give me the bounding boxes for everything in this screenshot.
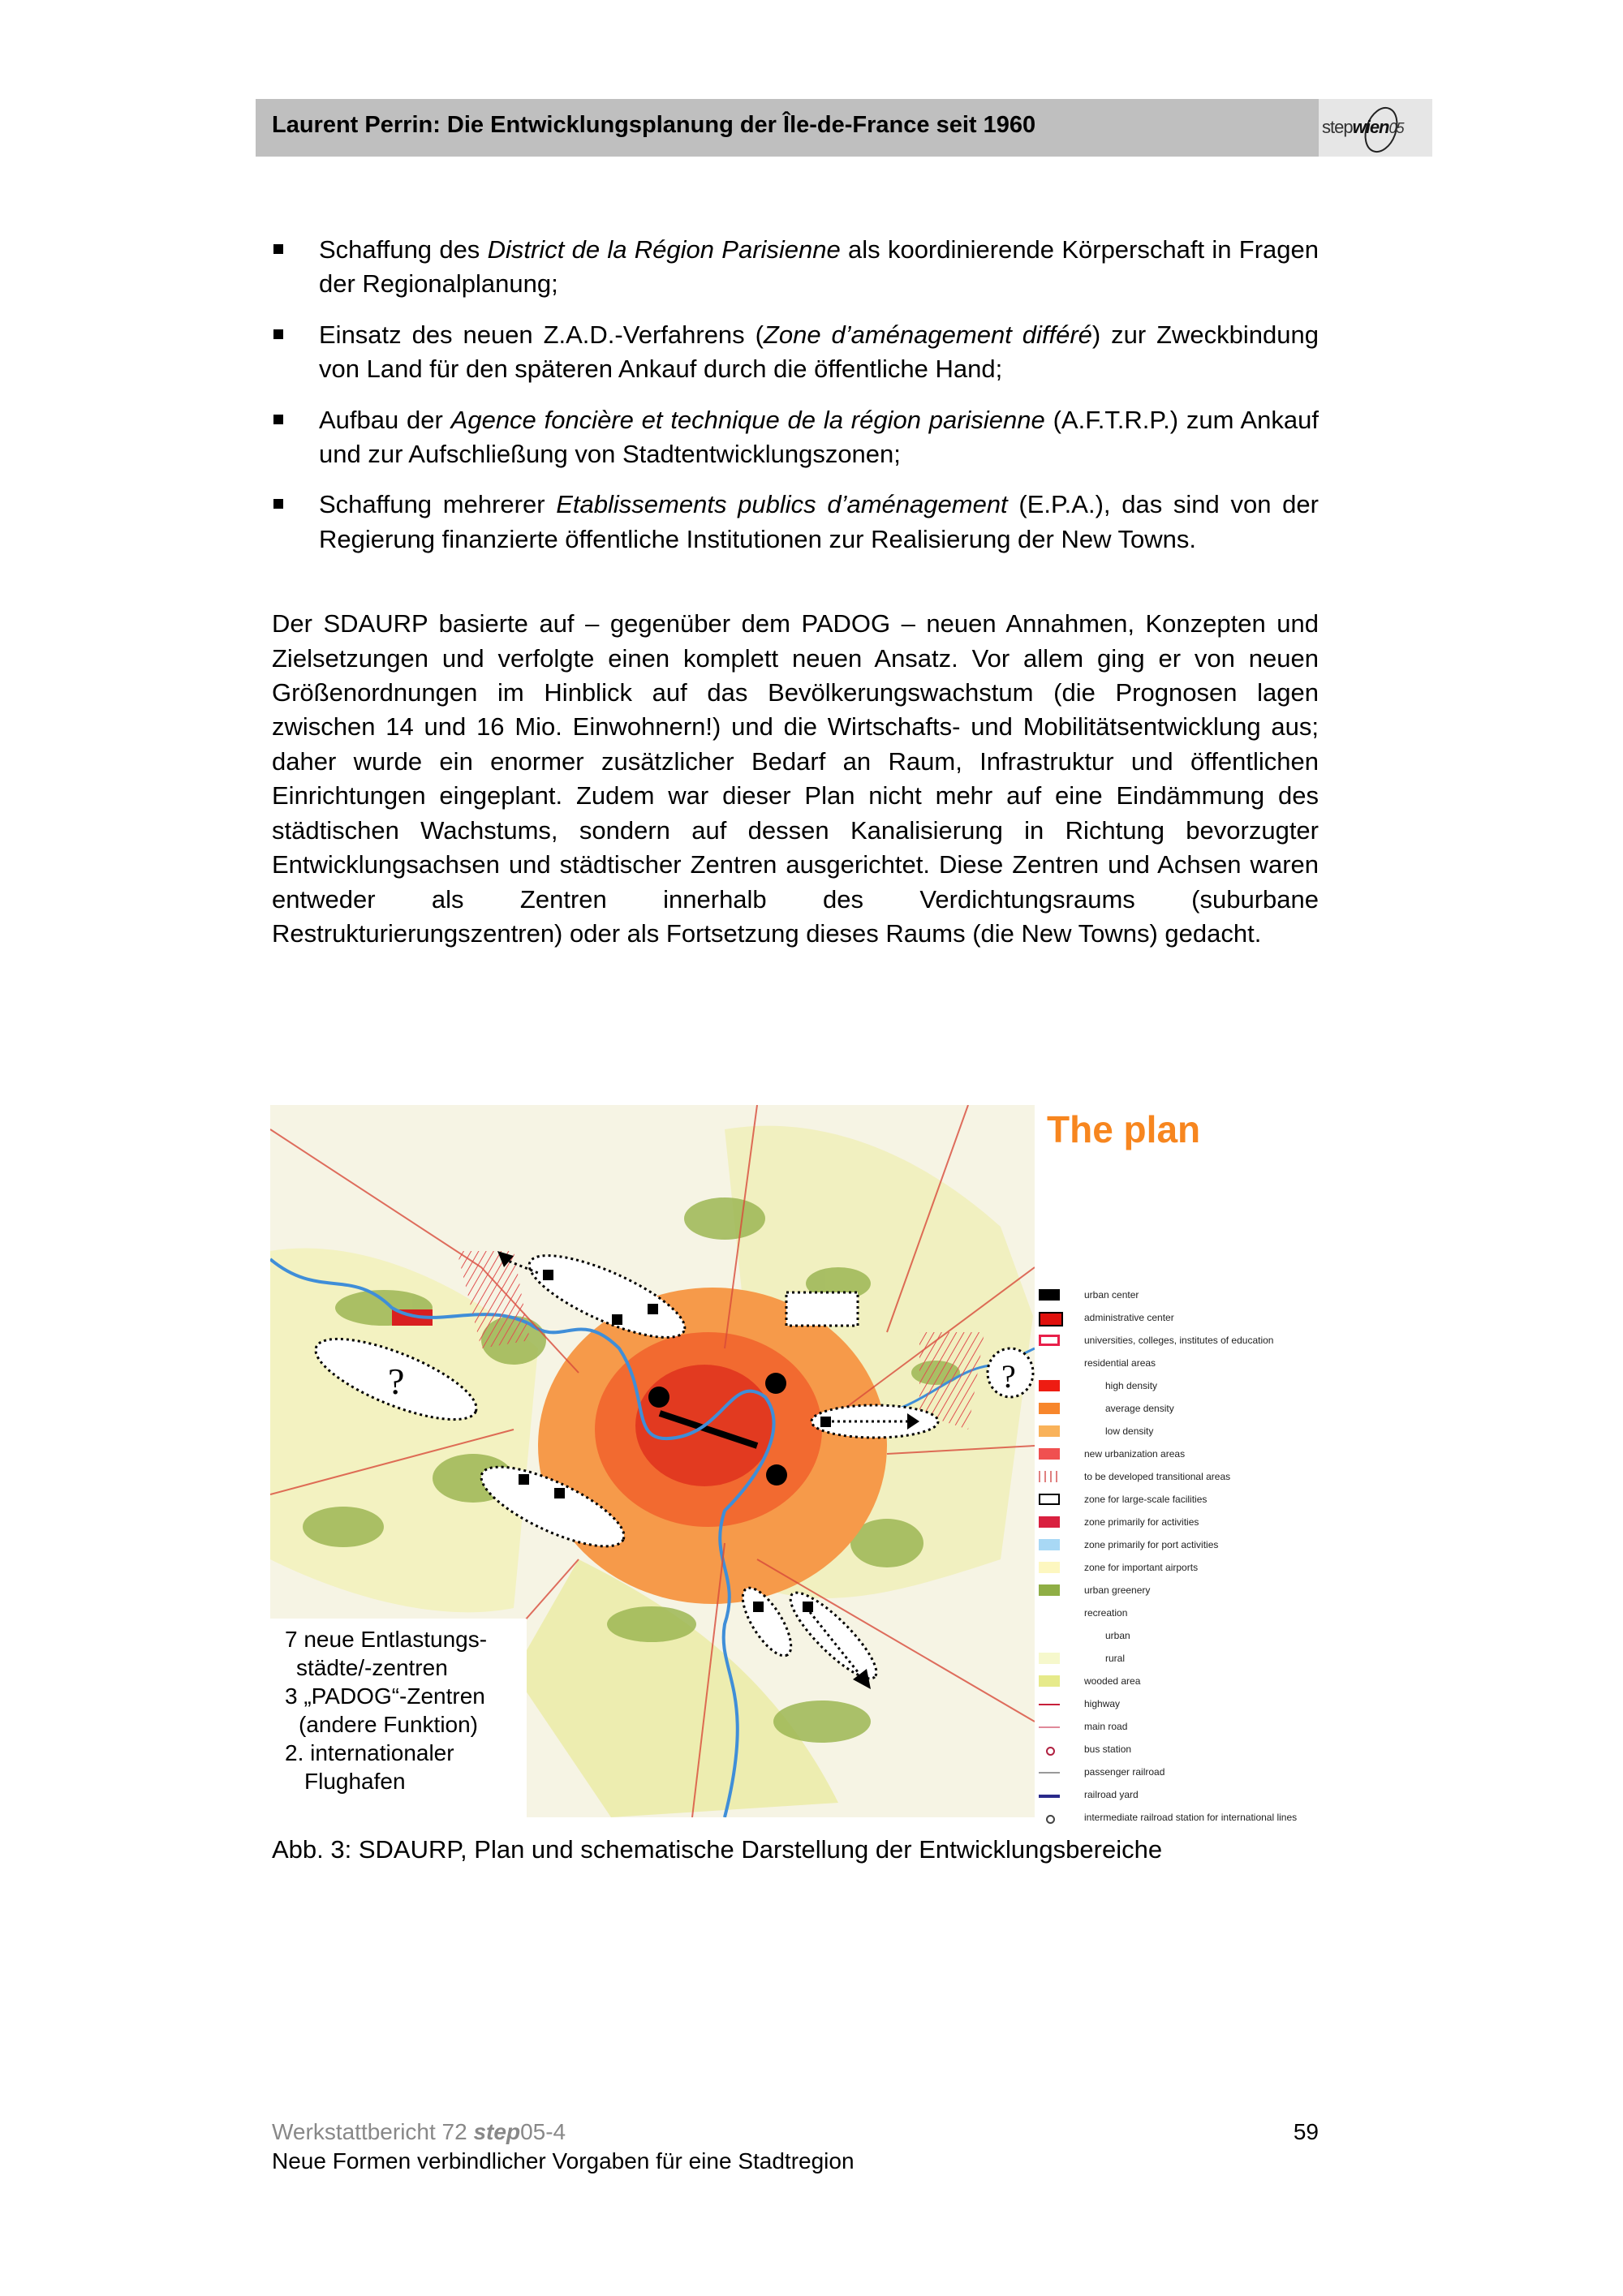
legend-swatch — [1039, 1584, 1060, 1596]
legend-swatch — [1039, 1448, 1060, 1460]
question-mark-west: ? — [388, 1361, 405, 1402]
legend-item — [1039, 1286, 1363, 1305]
legend-label: intermediate railroad station for international lines — [1084, 1812, 1298, 1823]
bullet-text: Einsatz des neuen Z.A.D.-Verfahrens ( — [319, 320, 764, 349]
bullet-item — [272, 488, 1319, 557]
legend-swatch — [1039, 1471, 1060, 1482]
legend-swatch — [1039, 1289, 1060, 1301]
overlay-line: 3 „PADOG“-Zentren — [285, 1683, 485, 1709]
bullet-square-icon — [273, 499, 283, 509]
legend-label: recreation — [1084, 1607, 1128, 1619]
bullet-text: Schaffung mehrerer — [319, 490, 557, 519]
bullet-emphasis: Etablissements publics d’aménagement — [556, 490, 1008, 519]
bullet-emphasis: District de la Région Parisienne — [487, 235, 841, 264]
legend-label: wooded area — [1084, 1675, 1141, 1687]
overlay-line: 7 neue Entlastungs- — [285, 1627, 488, 1652]
legend-item — [1039, 1331, 1363, 1351]
legend-swatch — [1039, 1726, 1060, 1728]
legend-swatch — [1039, 1494, 1060, 1505]
logo-wordmark — [1322, 117, 1404, 138]
question-mark-east: ? — [1001, 1358, 1016, 1395]
legend-item — [1039, 1672, 1363, 1692]
body-paragraph: Der SDAURP basierte auf – gegenüber dem PADOG – neuen Annahmen, Konzepten und Zielsetzungen und verfolgte einen komplett neuen Ansatz. Vor allem ging er von neuen Größenordnungen im Hinblick auf das Bevölkerungswachstum (die Prognosen lagen zwischen 14 und 16 Mio. Einwohnern!) und die Wirtschafts- und Mobilitätsentwicklung aus; daher wurde ein enormer zusätzlicher Bedarf an Raum, Infrastruktur und öffentlichen Einrichtungen eingeplant. Zudem war dieser Plan nicht mehr auf eine Eindämmung des städtischen Wachstums, sondern auf dessen Kanalisierung in Richtung bevorzugter Entwicklungsachsen und städtischer Zentren ausgerichtet. Diese Zentren und Achsen waren entweder als Zentren innerhalb des Verdichtungsraums (suburbane Restrukturierungszentren) oder als Fortsetzung dieses Raums (die New Towns) gedacht. — [272, 609, 1319, 948]
legend-item — [1039, 1422, 1363, 1442]
legend-item — [1039, 1695, 1363, 1714]
bullet-item — [272, 318, 1319, 387]
bullet-text: Schaffung des — [319, 235, 488, 264]
legend-label: new urbanization areas — [1084, 1448, 1186, 1460]
legend-label: residential areas — [1084, 1357, 1156, 1369]
figure-caption: Abb. 3: SDAURP, Plan und schematische Darstellung der Entwicklungsbereiche — [272, 1835, 1163, 1864]
overlay-line: (andere Funktion) — [299, 1712, 479, 1737]
bullet-item — [272, 233, 1319, 302]
legend-swatch — [1046, 1747, 1055, 1756]
logo-step: step — [1322, 117, 1353, 137]
legend-swatch — [1039, 1795, 1060, 1798]
bullet-text: (A.F.T.R.P.) zum Ankauf und zur Aufschließung von Stadtentwicklungszonen; — [319, 405, 1319, 469]
logo-year: 05 — [1388, 120, 1404, 136]
bullet-text: als koordinierende Körperschaft in Fragen der Regionalplanung; — [319, 235, 1319, 299]
legend-label: railroad yard — [1084, 1789, 1139, 1800]
legend-item — [1039, 1400, 1363, 1419]
legend-label: average density — [1105, 1403, 1174, 1414]
legend-item — [1039, 1377, 1363, 1396]
legend-item — [1039, 1354, 1363, 1374]
running-header — [256, 99, 1319, 157]
bullet-square-icon — [273, 244, 283, 254]
legend-label: low density — [1105, 1425, 1154, 1437]
legend-swatch — [1039, 1403, 1060, 1414]
overlay-line: städte/-zentren — [296, 1655, 448, 1680]
page-number: 59 — [1293, 2119, 1319, 2144]
legend-label: main road — [1084, 1721, 1128, 1732]
legend-item — [1039, 1718, 1363, 1737]
bullet-square-icon — [273, 415, 283, 424]
legend-item — [1039, 1445, 1363, 1464]
legend-item — [1039, 1536, 1363, 1555]
legend-item — [1039, 1490, 1363, 1510]
legend-swatch — [1039, 1380, 1060, 1391]
legend-label: passenger railroad — [1084, 1766, 1165, 1778]
bullet-text: Aufbau der — [319, 405, 451, 434]
footer-subtitle: Neue Formen verbindlicher Vorgaben für eine Stadtregion — [272, 2148, 855, 2173]
legend-label: to be developed transitional areas — [1084, 1471, 1231, 1482]
legend-item — [1039, 1581, 1363, 1601]
overlay-line: 2. internationaler — [285, 1740, 454, 1765]
legend-label: zone primarily for activities — [1084, 1516, 1199, 1528]
footer-step: step — [473, 2119, 521, 2144]
logo-wien: wien — [1352, 117, 1389, 137]
bullet-emphasis: Agence foncière et technique de la région parisienne — [450, 405, 1045, 434]
legend-item — [1039, 1604, 1363, 1623]
bullet-square-icon — [273, 329, 283, 339]
legend-label: urban greenery — [1084, 1584, 1151, 1596]
legend-swatch — [1039, 1425, 1060, 1437]
legend-item — [1039, 1740, 1363, 1760]
legend-label: high density — [1105, 1380, 1158, 1391]
legend-label: urban — [1105, 1630, 1130, 1641]
legend-swatch — [1039, 1704, 1060, 1705]
overlay-line: Flughafen — [304, 1769, 406, 1794]
legend-swatch — [1039, 1516, 1060, 1528]
bullet-list — [272, 233, 1319, 557]
bullet-text: ) zur Zweckbindung von Land für den späteren Ankauf durch die öffentliche Hand; — [319, 320, 1319, 384]
plan-title: The plan — [1047, 1108, 1201, 1150]
legend-swatch — [1046, 1815, 1055, 1824]
legend-swatch — [1039, 1335, 1060, 1346]
legend-label: rural — [1105, 1653, 1126, 1664]
legend-item — [1039, 1786, 1363, 1805]
body-text — [272, 233, 1319, 951]
bullet-emphasis: Zone d’aménagement différé — [763, 320, 1092, 349]
legend-label: zone for large-scale facilities — [1084, 1494, 1208, 1505]
legend-item — [1039, 1468, 1363, 1487]
legend-swatch — [1039, 1562, 1060, 1573]
legend-label: bus station — [1084, 1743, 1132, 1755]
legend-item — [1039, 1513, 1363, 1533]
legend-item — [1039, 1309, 1363, 1328]
footer-text: Werkstattbericht 72 — [272, 2119, 474, 2144]
legend-item — [1039, 1627, 1363, 1646]
bullet-item — [272, 403, 1319, 472]
legend-item — [1039, 1763, 1363, 1782]
legend-item — [1039, 1649, 1363, 1669]
legend-swatch — [1039, 1653, 1060, 1664]
legend-swatch — [1039, 1312, 1063, 1326]
legend-item — [1039, 1808, 1363, 1828]
bullet-text: (E.P.A.), das sind von der Regierung finanzierte öffentliche Institutionen zur Realisierung der New Towns. — [319, 490, 1319, 553]
legend-swatch — [1039, 1675, 1060, 1687]
header-title: Laurent Perrin: Die Entwicklungsplanung der Île-de-France seit 1960 — [272, 112, 1036, 138]
legend-swatch — [1039, 1772, 1060, 1774]
legend-item — [1039, 1559, 1363, 1578]
legend-label: urban center — [1084, 1289, 1139, 1301]
stepwien-logo — [1319, 99, 1432, 157]
legend-label: administrative center — [1084, 1312, 1174, 1323]
legend-label: zone primarily for port activities — [1084, 1539, 1219, 1550]
legend-swatch — [1039, 1539, 1060, 1550]
legend-label: zone for important airports — [1084, 1562, 1199, 1573]
footer-text: 05-4 — [520, 2119, 566, 2144]
map-overlay-legend — [270, 1619, 527, 1817]
legend-label: universities, colleges, institutes of education — [1084, 1335, 1274, 1346]
large-facility-zone — [786, 1292, 858, 1326]
legend-label: highway — [1084, 1698, 1121, 1709]
footer-report — [272, 2119, 566, 2145]
